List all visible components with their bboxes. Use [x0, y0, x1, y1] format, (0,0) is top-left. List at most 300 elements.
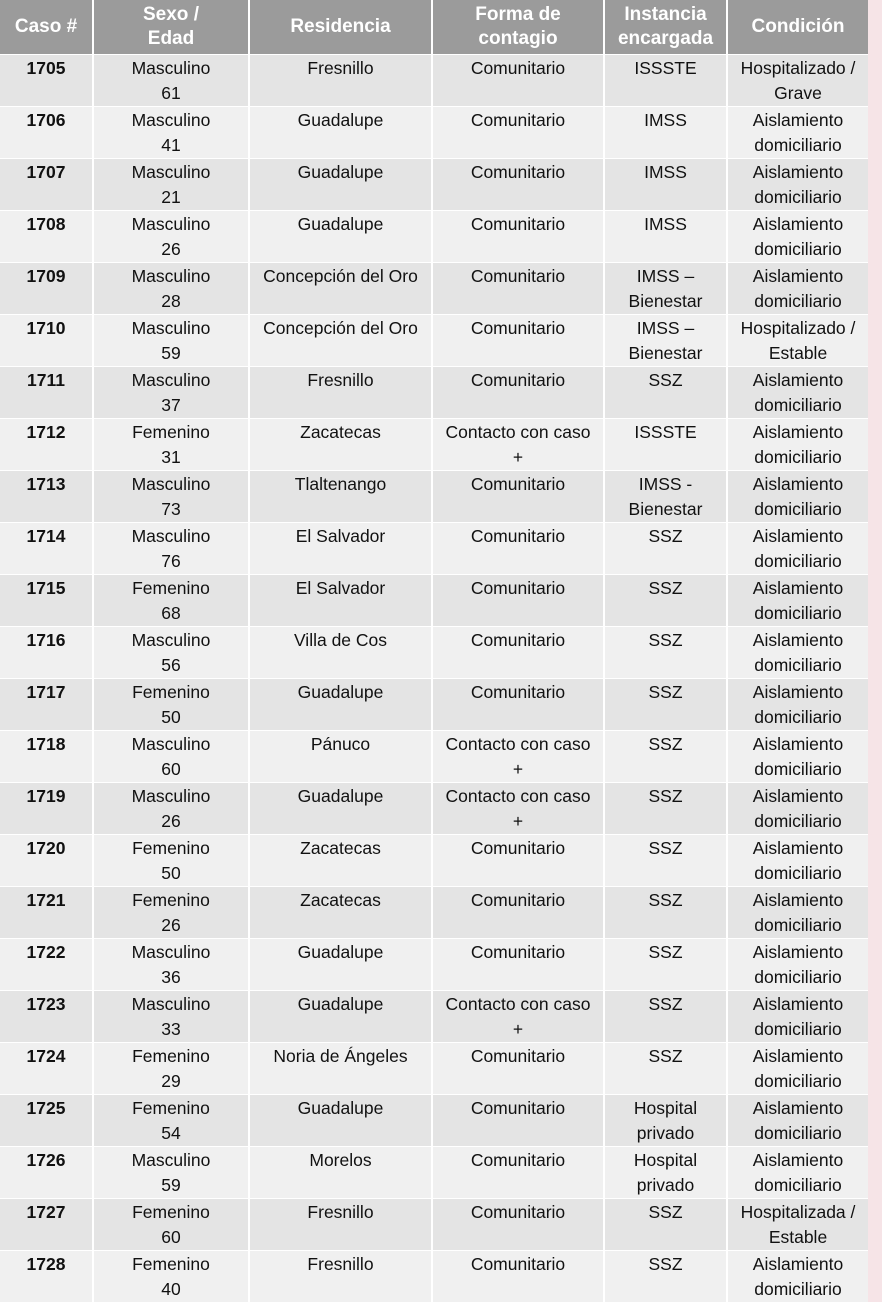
cell-residencia	[249, 939, 432, 991]
table-row	[0, 263, 868, 315]
cell-sexo-edad-line: 26	[96, 237, 246, 262]
cell-condicion-line: domiciliario	[730, 965, 866, 990]
cell-instancia	[604, 939, 727, 991]
cell-residencia	[249, 1199, 432, 1251]
cell-condicion-line: domiciliario	[730, 1121, 866, 1146]
cell-sexo-edad	[93, 55, 249, 107]
cell-instancia-line: SSZ	[607, 732, 724, 757]
cell-instancia-line: IMSS	[607, 160, 724, 185]
cell-condicion-line: domiciliario	[730, 705, 866, 730]
cell-sexo-edad-line: Masculino	[96, 1148, 246, 1173]
cell-sexo-edad	[93, 887, 249, 939]
cell-residencia-line: El Salvador	[252, 524, 429, 549]
cell-caso	[0, 315, 93, 367]
cell-caso	[0, 991, 93, 1043]
cell-caso-line: 1720	[2, 836, 90, 861]
cell-instancia-line: Hospital	[607, 1148, 724, 1173]
cell-sexo-edad-line: Masculino	[96, 316, 246, 341]
cell-contagio-line: Comunitario	[435, 1096, 601, 1121]
cell-condicion-line: Hospitalizada /	[730, 1200, 866, 1225]
cell-contagio	[432, 367, 604, 419]
header-caso: Caso #	[0, 0, 93, 55]
cell-condicion-line: domiciliario	[730, 393, 866, 418]
cell-condicion-line: Aislamiento	[730, 1096, 866, 1121]
cell-condicion	[727, 1147, 868, 1199]
cell-condicion-line: domiciliario	[730, 549, 866, 574]
cell-condicion	[727, 367, 868, 419]
cell-instancia	[604, 211, 727, 263]
cell-sexo-edad-line: 36	[96, 965, 246, 990]
cell-condicion-line: Aislamiento	[730, 732, 866, 757]
cell-condicion-line: Hospitalizado /	[730, 56, 866, 81]
cell-residencia-line: Guadalupe	[252, 784, 429, 809]
cell-sexo-edad	[93, 939, 249, 991]
cell-residencia	[249, 1095, 432, 1147]
cell-instancia-line: privado	[607, 1173, 724, 1198]
cell-caso	[0, 1251, 93, 1302]
cell-sexo-edad-line: 60	[96, 757, 246, 782]
cell-instancia	[604, 1095, 727, 1147]
cell-residencia-line: Zacatecas	[252, 836, 429, 861]
cell-condicion-line: domiciliario	[730, 133, 866, 158]
cell-sexo-edad-line: 76	[96, 549, 246, 574]
cell-sexo-edad	[93, 1251, 249, 1302]
cell-sexo-edad-line: Femenino	[96, 1096, 246, 1121]
cell-condicion	[727, 939, 868, 991]
cell-sexo-edad-line: Masculino	[96, 264, 246, 289]
table-row	[0, 731, 868, 783]
cell-contagio	[432, 263, 604, 315]
cell-residencia	[249, 263, 432, 315]
cell-condicion	[727, 783, 868, 835]
cell-contagio	[432, 679, 604, 731]
cell-condicion	[727, 1251, 868, 1302]
cell-contagio	[432, 159, 604, 211]
cell-caso-line: 1709	[2, 264, 90, 289]
cell-residencia-line: El Salvador	[252, 576, 429, 601]
cell-condicion	[727, 523, 868, 575]
cell-instancia-line: SSZ	[607, 1252, 724, 1277]
table-row	[0, 367, 868, 419]
cell-instancia-line: SSZ	[607, 1044, 724, 1069]
cell-condicion	[727, 1095, 868, 1147]
cell-instancia	[604, 107, 727, 159]
cell-sexo-edad-line: 33	[96, 1017, 246, 1042]
cell-residencia-line: Guadalupe	[252, 108, 429, 133]
cell-sexo-edad-line: 68	[96, 601, 246, 626]
cell-instancia	[604, 627, 727, 679]
cell-residencia	[249, 1147, 432, 1199]
cell-residencia-line: Noria de Ángeles	[252, 1044, 429, 1069]
cell-caso-line: 1725	[2, 1096, 90, 1121]
cell-residencia	[249, 315, 432, 367]
cell-instancia	[604, 1043, 727, 1095]
cell-sexo-edad-line: 60	[96, 1225, 246, 1250]
cell-residencia	[249, 419, 432, 471]
cell-instancia	[604, 471, 727, 523]
cell-instancia	[604, 835, 727, 887]
cell-sexo-edad-line: 28	[96, 289, 246, 314]
cell-caso	[0, 211, 93, 263]
cell-sexo-edad	[93, 1043, 249, 1095]
cell-caso	[0, 575, 93, 627]
cell-condicion	[727, 471, 868, 523]
cell-residencia	[249, 367, 432, 419]
table-row	[0, 1043, 868, 1095]
cell-condicion	[727, 679, 868, 731]
cell-sexo-edad-line: Masculino	[96, 160, 246, 185]
cell-caso	[0, 939, 93, 991]
cell-sexo-edad	[93, 315, 249, 367]
cell-contagio-line: Contacto con caso	[435, 420, 601, 445]
cell-instancia-line: IMSS -	[607, 472, 724, 497]
cell-instancia-line: SSZ	[607, 836, 724, 861]
cell-condicion-line: Aislamiento	[730, 992, 866, 1017]
header-condicion: Condición	[727, 0, 868, 55]
table-row	[0, 523, 868, 575]
cell-caso	[0, 523, 93, 575]
cell-sexo-edad-line: Masculino	[96, 368, 246, 393]
cell-contagio	[432, 887, 604, 939]
cell-residencia-line: Guadalupe	[252, 1096, 429, 1121]
cell-condicion-line: Aislamiento	[730, 1148, 866, 1173]
cell-condicion-line: Aislamiento	[730, 524, 866, 549]
cell-sexo-edad	[93, 1147, 249, 1199]
cell-condicion-line: domiciliario	[730, 809, 866, 834]
cell-instancia	[604, 1251, 727, 1302]
cell-caso	[0, 471, 93, 523]
cell-sexo-edad-line: Masculino	[96, 940, 246, 965]
cell-sexo-edad	[93, 419, 249, 471]
cell-caso	[0, 783, 93, 835]
cell-condicion-line: Aislamiento	[730, 472, 866, 497]
cell-caso-line: 1723	[2, 992, 90, 1017]
cell-contagio	[432, 1147, 604, 1199]
cell-contagio-line: Comunitario	[435, 524, 601, 549]
cell-sexo-edad	[93, 471, 249, 523]
cell-instancia	[604, 263, 727, 315]
cell-sexo-edad	[93, 107, 249, 159]
cell-caso-line: 1726	[2, 1148, 90, 1173]
cell-caso	[0, 679, 93, 731]
cell-condicion-line: Aislamiento	[730, 212, 866, 237]
cell-contagio-line: Contacto con caso	[435, 784, 601, 809]
cell-caso	[0, 1095, 93, 1147]
cell-caso-line: 1710	[2, 316, 90, 341]
table-row	[0, 835, 868, 887]
cell-condicion-line: Aislamiento	[730, 576, 866, 601]
cell-caso	[0, 835, 93, 887]
cell-condicion-line: Aislamiento	[730, 784, 866, 809]
cell-condicion-line: domiciliario	[730, 1277, 866, 1302]
cell-sexo-edad-line: 40	[96, 1277, 246, 1302]
cell-condicion-line: Grave	[730, 81, 866, 106]
cell-sexo-edad-line: 50	[96, 705, 246, 730]
cell-sexo-edad-line: 26	[96, 809, 246, 834]
cell-condicion-line: Estable	[730, 1225, 866, 1250]
cell-sexo-edad	[93, 211, 249, 263]
cell-sexo-edad	[93, 1199, 249, 1251]
cell-caso-line: 1724	[2, 1044, 90, 1069]
cell-caso-line: 1712	[2, 420, 90, 445]
cell-residencia-line: Guadalupe	[252, 992, 429, 1017]
cell-instancia-line: SSZ	[607, 992, 724, 1017]
cell-residencia	[249, 211, 432, 263]
table-row	[0, 991, 868, 1043]
cell-caso-line: 1715	[2, 576, 90, 601]
cell-contagio-line: Contacto con caso	[435, 992, 601, 1017]
header-instancia: Instancia encargada	[604, 0, 727, 55]
cell-instancia	[604, 991, 727, 1043]
cell-condicion-line: domiciliario	[730, 601, 866, 626]
cell-instancia-line: Bienestar	[607, 341, 724, 366]
cell-sexo-edad-line: 50	[96, 861, 246, 886]
cell-contagio-line: Comunitario	[435, 212, 601, 237]
cell-condicion-line: domiciliario	[730, 757, 866, 782]
table-row	[0, 419, 868, 471]
cell-contagio-line: Comunitario	[435, 680, 601, 705]
cell-caso-line: 1717	[2, 680, 90, 705]
cell-condicion-line: Aislamiento	[730, 264, 866, 289]
cell-caso	[0, 627, 93, 679]
cell-instancia	[604, 1147, 727, 1199]
cell-sexo-edad	[93, 627, 249, 679]
cell-sexo-edad-line: 37	[96, 393, 246, 418]
cell-residencia	[249, 887, 432, 939]
cell-sexo-edad-line: 61	[96, 81, 246, 106]
cell-residencia-line: Fresnillo	[252, 56, 429, 81]
cell-sexo-edad-line: Masculino	[96, 732, 246, 757]
cell-contagio-line: Comunitario	[435, 56, 601, 81]
cell-condicion-line: Hospitalizado /	[730, 316, 866, 341]
cell-condicion	[727, 731, 868, 783]
cell-condicion	[727, 1199, 868, 1251]
cell-contagio	[432, 419, 604, 471]
cell-condicion-line: Aislamiento	[730, 680, 866, 705]
cell-sexo-edad-line: Masculino	[96, 108, 246, 133]
cell-sexo-edad-line: Femenino	[96, 836, 246, 861]
cell-contagio	[432, 939, 604, 991]
header-sexo-edad: Sexo / Edad	[93, 0, 249, 55]
cell-sexo-edad-line: Femenino	[96, 1200, 246, 1225]
table-row	[0, 1147, 868, 1199]
cell-residencia-line: Fresnillo	[252, 1252, 429, 1277]
cell-sexo-edad	[93, 783, 249, 835]
cell-condicion	[727, 627, 868, 679]
cell-caso	[0, 731, 93, 783]
cell-condicion	[727, 211, 868, 263]
cell-contagio-line: +	[435, 757, 601, 782]
cell-sexo-edad	[93, 367, 249, 419]
cell-condicion	[727, 55, 868, 107]
cell-contagio	[432, 835, 604, 887]
cell-contagio-line: +	[435, 445, 601, 470]
table-row	[0, 887, 868, 939]
cell-condicion	[727, 159, 868, 211]
cell-condicion	[727, 835, 868, 887]
cell-sexo-edad-line: Masculino	[96, 212, 246, 237]
cell-condicion	[727, 991, 868, 1043]
cell-sexo-edad-line: 29	[96, 1069, 246, 1094]
cell-condicion-line: domiciliario	[730, 861, 866, 886]
cell-condicion-line: Aislamiento	[730, 888, 866, 913]
cell-instancia	[604, 1199, 727, 1251]
cell-sexo-edad-line: Femenino	[96, 888, 246, 913]
table-body	[0, 55, 868, 1302]
cell-sexo-edad-line: 21	[96, 185, 246, 210]
cell-contagio	[432, 211, 604, 263]
cell-condicion	[727, 419, 868, 471]
cell-condicion-line: Aislamiento	[730, 160, 866, 185]
table-row	[0, 159, 868, 211]
cell-residencia-line: Guadalupe	[252, 160, 429, 185]
cell-condicion-line: Aislamiento	[730, 368, 866, 393]
cell-sexo-edad-line: 59	[96, 341, 246, 366]
cell-contagio-line: Comunitario	[435, 1200, 601, 1225]
cell-contagio-line: Comunitario	[435, 940, 601, 965]
cell-residencia-line: Guadalupe	[252, 680, 429, 705]
cell-contagio	[432, 1043, 604, 1095]
cell-sexo-edad	[93, 523, 249, 575]
table-row	[0, 939, 868, 991]
cell-sexo-edad-line: 26	[96, 913, 246, 938]
cell-contagio	[432, 731, 604, 783]
cell-sexo-edad-line: Masculino	[96, 524, 246, 549]
cell-caso-line: 1708	[2, 212, 90, 237]
cell-contagio	[432, 523, 604, 575]
cell-contagio	[432, 575, 604, 627]
cell-caso-line: 1713	[2, 472, 90, 497]
cell-contagio-line: Comunitario	[435, 160, 601, 185]
cell-caso	[0, 419, 93, 471]
cell-residencia	[249, 731, 432, 783]
cell-contagio	[432, 991, 604, 1043]
cell-contagio-line: Comunitario	[435, 576, 601, 601]
cell-instancia-line: Bienestar	[607, 289, 724, 314]
cell-condicion-line: Aislamiento	[730, 108, 866, 133]
cell-contagio-line: Comunitario	[435, 108, 601, 133]
cell-sexo-edad-line: Masculino	[96, 472, 246, 497]
cell-sexo-edad-line: Masculino	[96, 784, 246, 809]
table-row	[0, 471, 868, 523]
cell-caso	[0, 159, 93, 211]
cell-sexo-edad-line: 41	[96, 133, 246, 158]
cell-contagio-line: Comunitario	[435, 316, 601, 341]
cell-contagio-line: +	[435, 809, 601, 834]
cell-caso-line: 1721	[2, 888, 90, 913]
cell-sexo-edad	[93, 835, 249, 887]
table-row	[0, 315, 868, 367]
cell-instancia-line: SSZ	[607, 524, 724, 549]
cell-condicion-line: domiciliario	[730, 1017, 866, 1042]
cell-instancia-line: IMSS	[607, 212, 724, 237]
cell-sexo-edad-line: Masculino	[96, 628, 246, 653]
cell-caso	[0, 1147, 93, 1199]
table-row	[0, 55, 868, 107]
cell-caso	[0, 367, 93, 419]
cell-instancia-line: ISSSTE	[607, 56, 724, 81]
cell-contagio	[432, 471, 604, 523]
table-row	[0, 679, 868, 731]
cell-condicion	[727, 575, 868, 627]
cell-caso-line: 1716	[2, 628, 90, 653]
table-header	[0, 0, 868, 55]
cell-condicion-line: domiciliario	[730, 1069, 866, 1094]
cell-residencia	[249, 471, 432, 523]
cell-contagio-line: Comunitario	[435, 1044, 601, 1069]
cell-residencia-line: Fresnillo	[252, 1200, 429, 1225]
cell-instancia-line: ISSSTE	[607, 420, 724, 445]
cell-caso-line: 1727	[2, 1200, 90, 1225]
cell-condicion-line: Aislamiento	[730, 940, 866, 965]
cell-contagio	[432, 1199, 604, 1251]
cell-residencia	[249, 991, 432, 1043]
cell-caso-line: 1711	[2, 368, 90, 393]
cell-instancia	[604, 575, 727, 627]
cell-instancia-line: Bienestar	[607, 497, 724, 522]
cell-residencia	[249, 575, 432, 627]
cell-sexo-edad	[93, 159, 249, 211]
cell-residencia	[249, 159, 432, 211]
cell-sexo-edad	[93, 575, 249, 627]
cell-residencia-line: Zacatecas	[252, 888, 429, 913]
cell-instancia	[604, 315, 727, 367]
cell-contagio	[432, 1095, 604, 1147]
cell-contagio-line: +	[435, 1017, 601, 1042]
cell-instancia-line: privado	[607, 1121, 724, 1146]
cell-instancia-line: IMSS	[607, 108, 724, 133]
cell-residencia	[249, 679, 432, 731]
cell-caso-line: 1722	[2, 940, 90, 965]
cell-sexo-edad	[93, 263, 249, 315]
cell-condicion-line: domiciliario	[730, 445, 866, 470]
cell-condicion-line: Aislamiento	[730, 836, 866, 861]
cell-instancia	[604, 679, 727, 731]
cell-residencia-line: Tlaltenango	[252, 472, 429, 497]
cell-instancia	[604, 55, 727, 107]
cell-contagio-line: Comunitario	[435, 836, 601, 861]
cell-caso	[0, 1043, 93, 1095]
table-row	[0, 783, 868, 835]
header-residencia: Residencia	[249, 0, 432, 55]
cell-sexo-edad-line: 73	[96, 497, 246, 522]
cell-condicion-line: domiciliario	[730, 913, 866, 938]
table-row	[0, 107, 868, 159]
cell-contagio-line: Comunitario	[435, 368, 601, 393]
cell-residencia	[249, 835, 432, 887]
cell-instancia-line: SSZ	[607, 940, 724, 965]
table-row	[0, 575, 868, 627]
cell-caso-line: 1718	[2, 732, 90, 757]
cell-condicion-line: Aislamiento	[730, 1252, 866, 1277]
cell-condicion-line: domiciliario	[730, 653, 866, 678]
cell-residencia-line: Pánuco	[252, 732, 429, 757]
cell-condicion-line: Aislamiento	[730, 420, 866, 445]
cell-sexo-edad	[93, 1095, 249, 1147]
table-row	[0, 1095, 868, 1147]
table-row	[0, 627, 868, 679]
cell-residencia-line: Concepción del Oro	[252, 264, 429, 289]
cell-residencia	[249, 55, 432, 107]
cell-condicion-line: domiciliario	[730, 237, 866, 262]
cell-condicion-line: Aislamiento	[730, 628, 866, 653]
cell-sexo-edad	[93, 679, 249, 731]
cell-sexo-edad-line: 56	[96, 653, 246, 678]
header-forma-contagio: Forma de contagio	[432, 0, 604, 55]
cell-residencia-line: Guadalupe	[252, 940, 429, 965]
cell-contagio	[432, 315, 604, 367]
cell-contagio	[432, 1251, 604, 1302]
